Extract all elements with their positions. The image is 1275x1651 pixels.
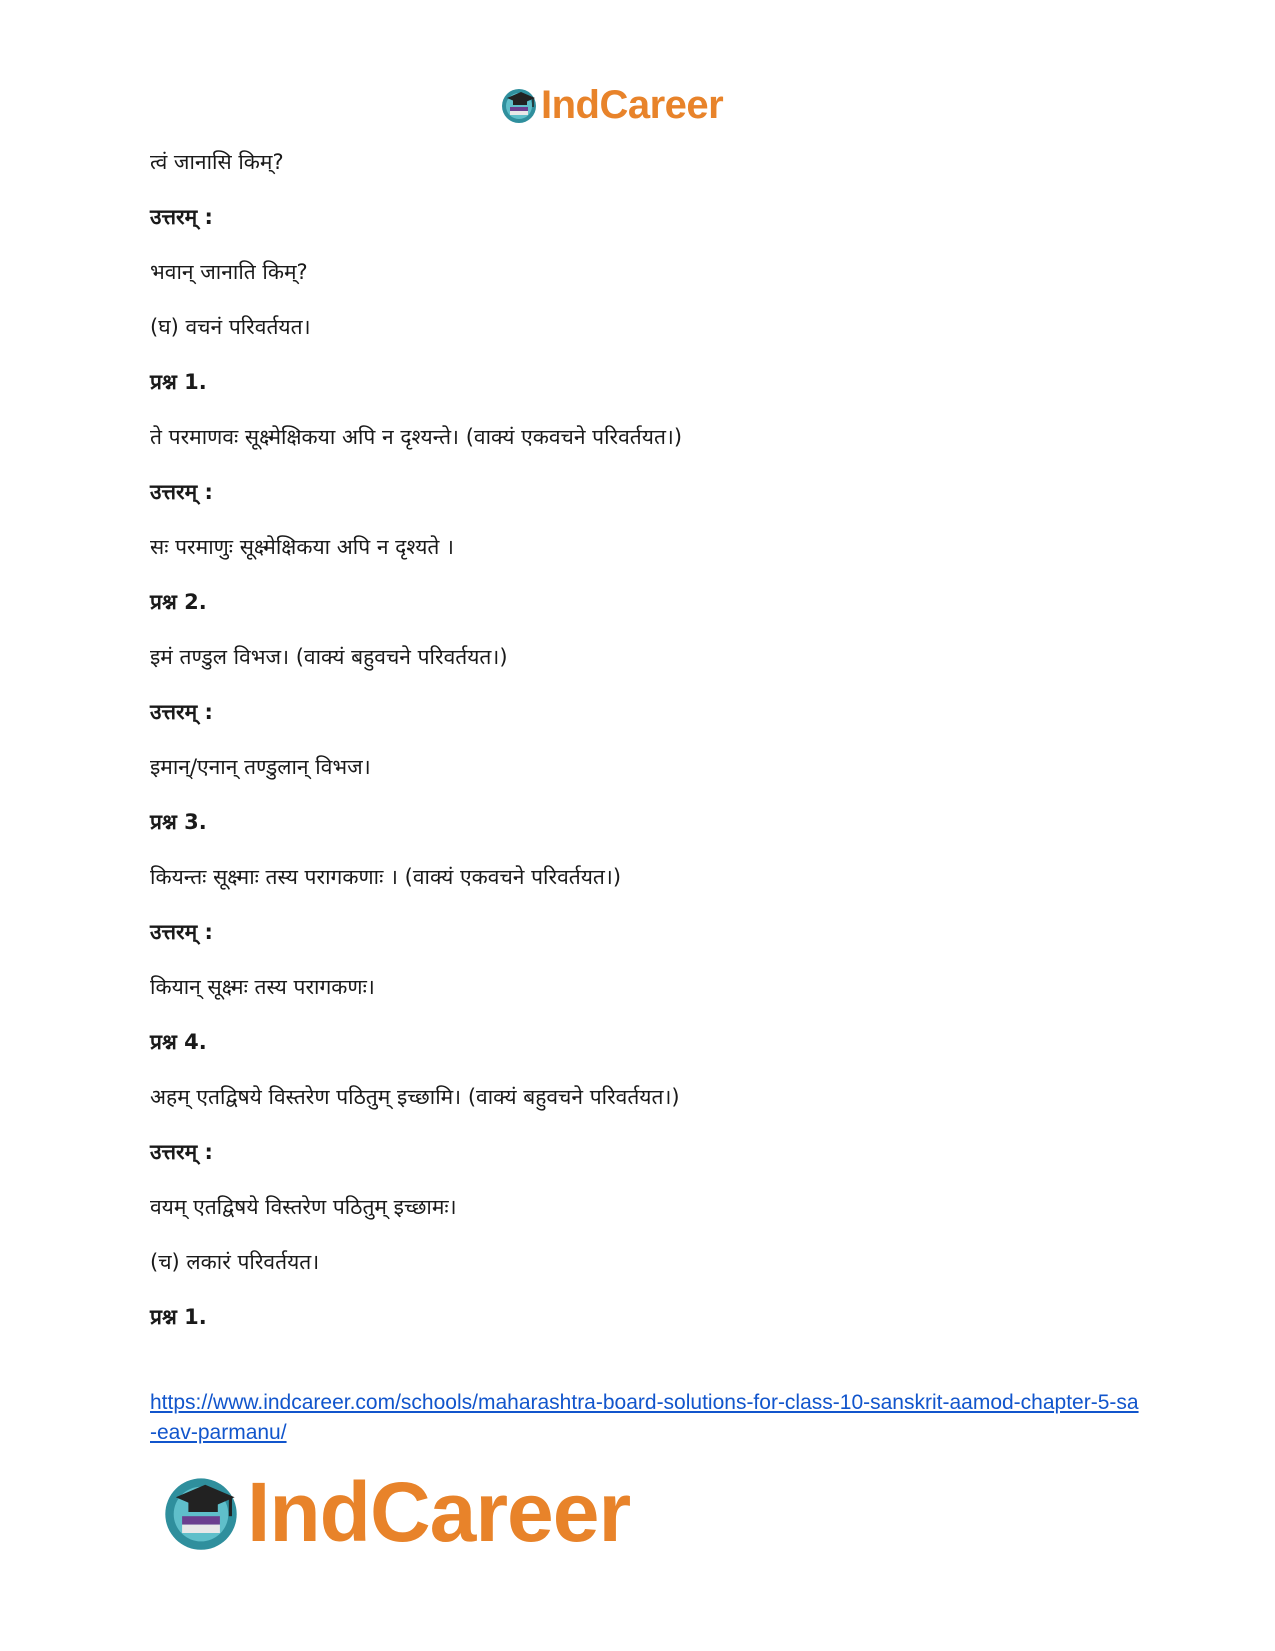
text-line: कियान् सूक्ष्मः तस्य परागकणः। xyxy=(150,975,375,999)
text-line: वयम् एतद्विषये विस्तरेण पठितुम् इच्छामः। xyxy=(150,1195,457,1219)
text-line: इमं तण्डुल विभज। (वाक्यं बहुवचने परिवर्तयत।) xyxy=(150,645,508,669)
footer-link-block xyxy=(150,1388,1140,1448)
text-line: ते परमाणवः सूक्ष्मेक्षिकया अपि न दृश्यन्ते। (वाक्यं एकवचने परिवर्तयत।) xyxy=(150,425,683,449)
text-line: अहम् एतद्विषये विस्तरेण पठितुम् इच्छामि। (वाक्यं बहुवचने परिवर्तयत।) xyxy=(150,1085,680,1109)
heading-line: उत्तरम् : xyxy=(150,920,213,944)
text-line: इमान्/एनान् तण्डुलान् विभज। xyxy=(150,755,371,779)
document-body xyxy=(150,142,1150,1352)
text-line: (च) लकारं परिवर्तयत। xyxy=(150,1250,320,1274)
heading-line: उत्तरम् : xyxy=(150,1140,213,1164)
text-line: भवान् जानाति किम्? xyxy=(150,260,308,284)
heading-line: उत्तरम् : xyxy=(150,700,213,724)
brand-logo-text: IndCareer xyxy=(247,1464,631,1559)
text-line: (घ) वचनं परिवर्तयत। xyxy=(150,315,311,339)
heading-line: प्रश्न 3. xyxy=(150,810,207,834)
text-line: सः परमाणुः सूक्ष्मेक्षिकया अपि न दृश्यते । xyxy=(150,535,455,559)
source-url-link[interactable]: https://www.indcareer.com/schools/maharashtra-board-solutions-for-class-10-sanskrit-aamod-chapter-5-sa-eav-parmanu/ xyxy=(150,1391,1139,1444)
graduation-cap-globe-icon xyxy=(159,1470,243,1554)
header-logo xyxy=(499,82,779,128)
footer-logo xyxy=(159,1464,699,1559)
text-line: कियन्तः सूक्ष्माः तस्य परागकणाः । (वाक्यं एकवचने परिवर्तयत।) xyxy=(150,865,622,889)
heading-line: प्रश्न 2. xyxy=(150,590,207,614)
heading-line: प्रश्न 4. xyxy=(150,1030,207,1054)
heading-line: उत्तरम् : xyxy=(150,205,213,229)
brand-logo-text: IndCareer xyxy=(541,82,724,127)
heading-line: प्रश्न 1. xyxy=(150,370,207,394)
text-line: त्वं जानासि किम्? xyxy=(150,150,284,174)
graduation-cap-globe-icon xyxy=(499,85,539,125)
heading-line: उत्तरम् : xyxy=(150,480,213,504)
heading-line: प्रश्न 1. xyxy=(150,1305,207,1329)
